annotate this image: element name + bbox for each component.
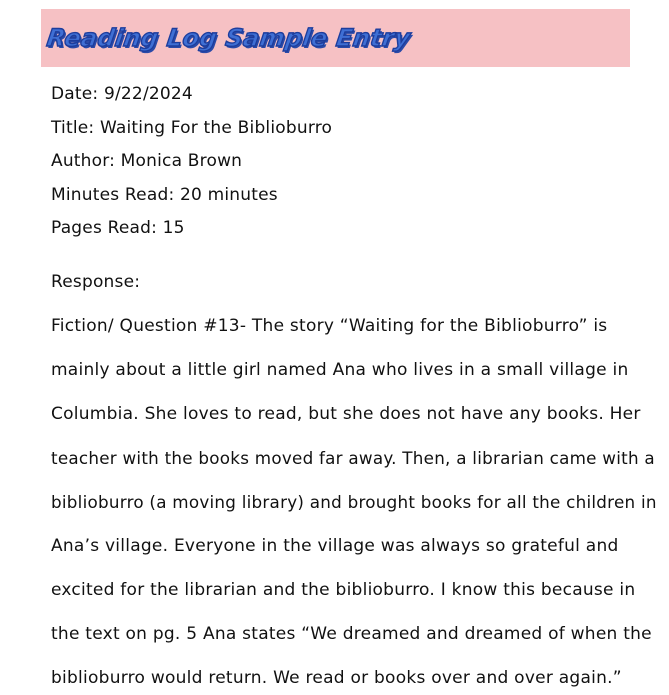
entry-author: Author: Monica Brown [51, 151, 243, 171]
page-title: Reading Log Sample Entry [45, 24, 413, 52]
response-line: Columbia. She loves to read, but she does not have any books. Her [51, 404, 641, 424]
entry-pages-read: Pages Read: 15 [51, 218, 185, 238]
response-line: Ana’s village. Everyone in the village was always so grateful and [51, 536, 619, 556]
title-banner [41, 9, 630, 67]
response-line: excited for the librarian and the biblioburro. I know this because in [51, 580, 636, 600]
entry-minutes-read: Minutes Read: 20 minutes [51, 185, 278, 205]
response-label: Response: [51, 272, 141, 292]
response-line: biblioburro (a moving library) and brought books for all the children in [51, 492, 657, 512]
response-line: biblioburro would return. We read or books over and over again.” [51, 668, 622, 688]
response-line: the text on pg. 5 Ana states “We dreamed and dreamed of when the [51, 624, 652, 644]
response-line: Fiction/ Question #13- The story “Waiting for the Biblioburro” is [51, 316, 608, 336]
entry-title: Title: Waiting For the Biblioburro [51, 118, 333, 138]
response-line: mainly about a little girl named Ana who lives in a small village in [51, 360, 629, 380]
response-line: teacher with the books moved far away. Then, a librarian came with a [51, 448, 655, 468]
entry-date: Date: 9/22/2024 [51, 84, 193, 104]
